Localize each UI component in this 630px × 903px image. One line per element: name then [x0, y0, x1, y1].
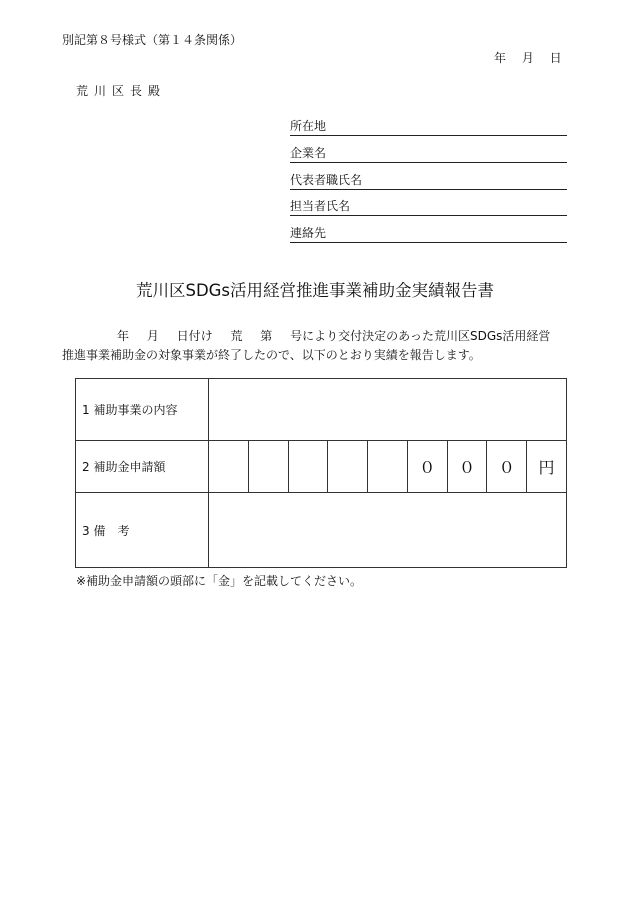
amount-digit-cell[interactable] [328, 441, 368, 493]
document-title: 荒川区SDGs活用経営推進事業補助金実績報告書 [135, 281, 495, 300]
date-line: 年 月 日 [494, 51, 562, 65]
amount-digit-cell[interactable] [209, 441, 249, 493]
field-address[interactable] [290, 115, 567, 136]
addressee: 荒川区長殿 [76, 84, 167, 98]
form-number-label: 別記第８号様式（第１４条関係） [62, 33, 243, 47]
field-address-label: 所在地 [290, 119, 327, 133]
field-person-in-charge[interactable] [290, 195, 567, 216]
amount-digit-cell: ０ [407, 441, 447, 493]
amount-digit-cell[interactable] [288, 441, 328, 493]
field-company[interactable] [290, 142, 567, 163]
row-label-content: 1 補助事業の内容 [76, 379, 209, 441]
field-representative[interactable] [290, 169, 567, 190]
row-label-remarks: 3 備 考 [76, 493, 209, 568]
body-text-line1 [117, 327, 550, 344]
body-text-date-ref: 年 月 日付け 荒 第 号 [117, 329, 303, 343]
amount-digit-cell: ０ [487, 441, 527, 493]
field-company-label: 企業名 [290, 146, 327, 160]
amount-digit-cell[interactable] [368, 441, 408, 493]
body-text-line2: 推進事業補助金の対象事業が終了したので、以下のとおり実績を報告します。 [62, 348, 481, 362]
table-row-amount [76, 441, 567, 493]
row-label-amount: 2 補助金申請額 [76, 441, 209, 493]
amount-digit-cell: ０ [447, 441, 487, 493]
report-table [75, 378, 567, 568]
table-row-content [76, 379, 567, 441]
content-input-cell[interactable] [209, 379, 567, 441]
field-person-in-charge-label: 担当者氏名 [290, 199, 351, 213]
body-text-line1-tail: により交付決定のあった荒川区SDGs活用経営 [302, 329, 551, 343]
table-row-remarks [76, 493, 567, 568]
footnote: ※補助金申請額の頭部に「金」を記載してください。 [76, 574, 363, 588]
remarks-input-cell[interactable] [209, 493, 567, 568]
field-contact[interactable] [290, 222, 567, 243]
amount-yen-cell: 円 [527, 441, 567, 493]
field-contact-label: 連絡先 [290, 226, 327, 240]
amount-digit-cell[interactable] [248, 441, 288, 493]
field-representative-label: 代表者職氏名 [290, 173, 363, 187]
